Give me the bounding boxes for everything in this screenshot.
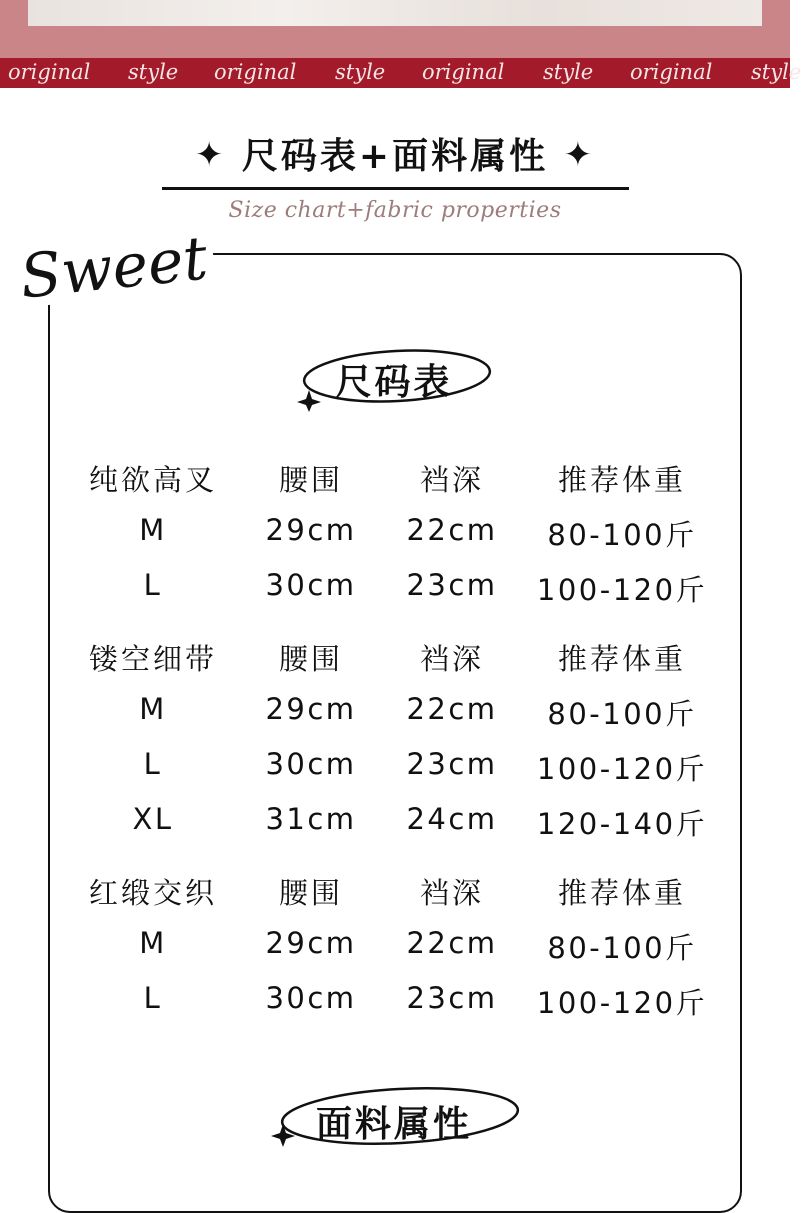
size-chart-label: 尺码表: [335, 362, 453, 403]
sweet-script-text: Sweet: [11, 228, 216, 309]
section-subtitle: Size chart+fabric properties: [228, 198, 562, 223]
table-header-cell: 推荐体重: [557, 876, 686, 910]
table-cell: 22cm: [406, 513, 498, 547]
table-cell: L: [143, 568, 163, 602]
table-cell: 80-100斤: [547, 697, 697, 731]
table-cell: 100-120斤: [536, 752, 708, 786]
table-cell: 30cm: [265, 747, 357, 781]
table-cell: 30cm: [265, 981, 357, 1015]
banner-word: original: [214, 60, 297, 84]
table-header-cell: 纯欲高叉: [88, 463, 217, 497]
size-chart-oval-label: [294, 346, 494, 412]
section-title: [160, 128, 630, 179]
table-cell: 31cm: [265, 802, 357, 836]
table-cell: 23cm: [406, 747, 498, 781]
table-header-cell: 腰围: [278, 876, 343, 910]
table-header-cell: 镂空细带: [88, 642, 217, 676]
sparkle-star-icon: ✦: [194, 135, 227, 175]
section-title-text: 尺码表+面料属性: [241, 136, 549, 177]
table-cell: 22cm: [406, 692, 498, 726]
table-cell: L: [143, 981, 163, 1015]
title-underline: [162, 187, 629, 190]
table-header-cell: 红缎交织: [88, 876, 217, 910]
table-cell: M: [139, 692, 167, 726]
table-cell: 120-140斤: [536, 807, 708, 841]
table-cell: 29cm: [265, 513, 357, 547]
table-cell: L: [143, 747, 163, 781]
sparkle-star-icon: ✦: [563, 135, 596, 175]
table-cell: XL: [132, 802, 174, 836]
table-cell: 30cm: [265, 568, 357, 602]
top-photo-strip: [0, 0, 790, 58]
table-cell: 22cm: [406, 926, 498, 960]
banner-word: original: [422, 60, 505, 84]
table-header-cell: 裆深: [419, 463, 484, 497]
banner-word: style: [751, 60, 801, 84]
table-cell: 29cm: [265, 926, 357, 960]
banner-word: style: [128, 60, 179, 84]
table-cell: M: [139, 926, 167, 960]
original-style-banner: [0, 58, 801, 88]
table-header-cell: 推荐体重: [557, 463, 686, 497]
table-cell: 80-100斤: [547, 931, 697, 965]
fabric-properties-oval-label: [266, 1082, 522, 1152]
banner-word: style: [543, 60, 594, 84]
banner-word: style: [335, 60, 386, 84]
table-cell: 23cm: [406, 568, 498, 602]
table-header-cell: 腰围: [278, 642, 343, 676]
product-photo-edge: [28, 0, 762, 26]
table-cell: 100-120斤: [536, 573, 708, 607]
table-cell: 100-120斤: [536, 986, 708, 1020]
table-header-cell: 推荐体重: [557, 642, 686, 676]
banner-word: original: [630, 60, 713, 84]
table-cell: 29cm: [265, 692, 357, 726]
table-header-cell: 裆深: [419, 642, 484, 676]
table-cell: 23cm: [406, 981, 498, 1015]
table-cell: M: [139, 513, 167, 547]
table-cell: 24cm: [406, 802, 498, 836]
table-cell: 80-100斤: [547, 518, 697, 552]
banner-word: original: [8, 60, 91, 84]
table-header-cell: 裆深: [419, 876, 484, 910]
table-header-cell: 腰围: [278, 463, 343, 497]
fabric-properties-label: 面料属性: [315, 1104, 472, 1145]
